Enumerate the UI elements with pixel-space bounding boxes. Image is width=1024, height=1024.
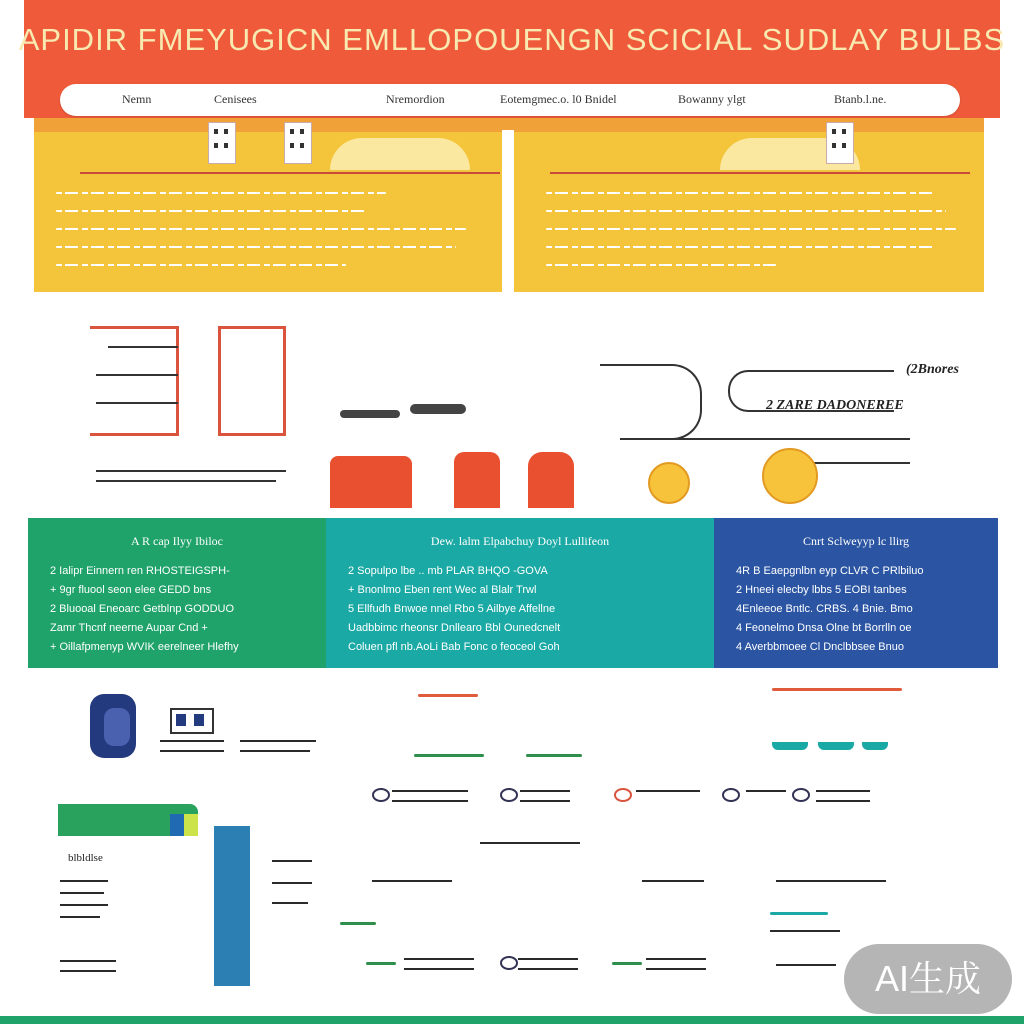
building-icon [208, 122, 236, 164]
panel-text: 4R B Eaepgnlbn eyp CLVR C PRlbiluo 2 Hneei elecby lbbs 5 EOBI tanbes 4Enleeoe Bntlc. CRBS. 4 Bnie. Bmo 4 Feonelmo Dnsa Olne bt Borrlln oe 4 Averbbmoee Cl Dnclbbsee Bnuo [736, 565, 924, 653]
curve-line [612, 962, 642, 965]
diagram-label: (2Bnores [906, 362, 959, 377]
text-line [392, 800, 468, 802]
panel-title: Dew. lalm Elpabchuy Doyl Lullifeon [430, 534, 610, 548]
blue-column [214, 826, 250, 986]
house-icon [170, 708, 214, 734]
connector-line [96, 374, 178, 376]
panel-title: A R cap Ilyy Ibiloc [131, 534, 223, 548]
nav-item-4[interactable]: Eotemgmec.o. l0 Bnidel [500, 92, 617, 106]
nav-item-3[interactable]: Nremordion [386, 92, 445, 106]
nav-item-2[interactable]: Cenisees [214, 92, 257, 106]
app-icon [90, 694, 136, 758]
curve-line [340, 922, 376, 925]
panel-title: Cnrt Sclweyyp lc llirg [802, 534, 910, 548]
building-icon [826, 122, 854, 164]
text-line [646, 958, 706, 960]
smoke-shape [410, 404, 466, 414]
building-icon [284, 122, 312, 164]
text-line [404, 968, 474, 970]
text-line [372, 880, 452, 882]
text-line [642, 880, 704, 882]
nav-item-5[interactable]: Bowanny ylgt [678, 92, 746, 106]
text-line [404, 958, 474, 960]
red-figure [330, 456, 412, 508]
connector-line [96, 402, 178, 404]
gauge-icon [648, 462, 690, 504]
nav-item-6[interactable]: Btanb.l.ne. [834, 92, 887, 106]
ring-icon [372, 788, 390, 802]
hill-shape [330, 138, 470, 170]
text-line [272, 902, 308, 904]
curve-line [772, 688, 902, 691]
diagram-label: 2 ZARE DADONEREE [766, 398, 904, 413]
text-line [240, 740, 316, 742]
teal-bar [772, 742, 808, 750]
curve-line [414, 754, 484, 757]
curve-line [526, 754, 582, 757]
band-divider [502, 130, 514, 296]
text-line [240, 750, 310, 752]
text-line [60, 916, 100, 918]
ring-icon [500, 956, 518, 970]
gauge-icon [762, 448, 818, 504]
text-line [520, 790, 570, 792]
curve-line [366, 962, 396, 965]
circuit-wire [624, 438, 910, 440]
text-line [520, 800, 570, 802]
panel-text: 2 Ialipr Einnern ren RHOSTEIGSPH- + 9gr fluool seon elee GEDD bns 2 Bluooal Eneoarc Getblnp GODDUO Zamr Thcnf neerne Aupar Cnd + + Oillafpmenyp WVIK eerelneer Hlefhy [50, 565, 239, 653]
info-panel-green [28, 518, 326, 668]
panel-text: 2 Sopulpo lbe .. mb PLAR BHQO -GOVA + Bnonlmo Eben rent Wec al Blalr Trwl 5 Ellfudh Bnwoe nnel Rbo 5 Ailbye Affellne Uadbbimc rheonsr Dnllearo Bbl Ounedcnelt Coluen pfl nb.AoLi Bab Fonc o feoceol Goh [348, 565, 561, 653]
text-line [392, 790, 468, 792]
page-title: APIDIR FMEYUGICN EMLLOPOUENGN SCICIAL SUDLAY BULBS [18, 22, 1006, 57]
divider-rule [80, 172, 500, 174]
circuit-wire [600, 364, 640, 366]
ring-icon [500, 788, 518, 802]
text-line [816, 800, 870, 802]
ring-icon [722, 788, 740, 802]
underline [96, 470, 286, 472]
text-line [60, 880, 108, 882]
text-line [480, 842, 580, 844]
info-panel-blue [714, 518, 998, 668]
curve-line [418, 694, 478, 697]
teal-bar [818, 742, 854, 750]
text-line [272, 882, 312, 884]
info-panel-teal [326, 518, 714, 668]
bracket-diagram [90, 326, 179, 436]
text-line [60, 904, 108, 906]
text-line [518, 968, 578, 970]
text-line [272, 860, 312, 862]
nav-item-1[interactable]: Nemn [122, 92, 152, 106]
text-line [60, 970, 116, 972]
divider-rule [550, 172, 970, 174]
text-line [636, 790, 700, 792]
text-line [60, 892, 104, 894]
mini-label: blbldlse [68, 852, 103, 864]
text-line [60, 960, 116, 962]
text-line [746, 790, 786, 792]
text-line [160, 750, 224, 752]
underline [96, 480, 276, 482]
ring-icon [792, 788, 810, 802]
footer-bar [0, 1016, 1024, 1024]
body-text-left [56, 192, 476, 282]
green-tab [58, 804, 198, 836]
smoke-shape [340, 410, 400, 418]
text-line [518, 958, 578, 960]
circuit-loop [620, 364, 702, 440]
text-line [160, 740, 224, 742]
bracket-diagram [218, 326, 286, 436]
ai-watermark-badge: AI生成 [844, 944, 1012, 1014]
text-line [816, 790, 870, 792]
text-line [770, 930, 840, 932]
text-line [776, 964, 836, 966]
red-figure [454, 452, 500, 508]
text-line [776, 880, 886, 882]
ring-icon [614, 788, 632, 802]
text-line [646, 968, 706, 970]
connector-line [108, 346, 178, 348]
red-figure [528, 452, 574, 508]
body-text-right [546, 192, 966, 282]
nav-bar [60, 84, 960, 116]
teal-line [770, 912, 828, 915]
teal-bar [862, 742, 888, 750]
